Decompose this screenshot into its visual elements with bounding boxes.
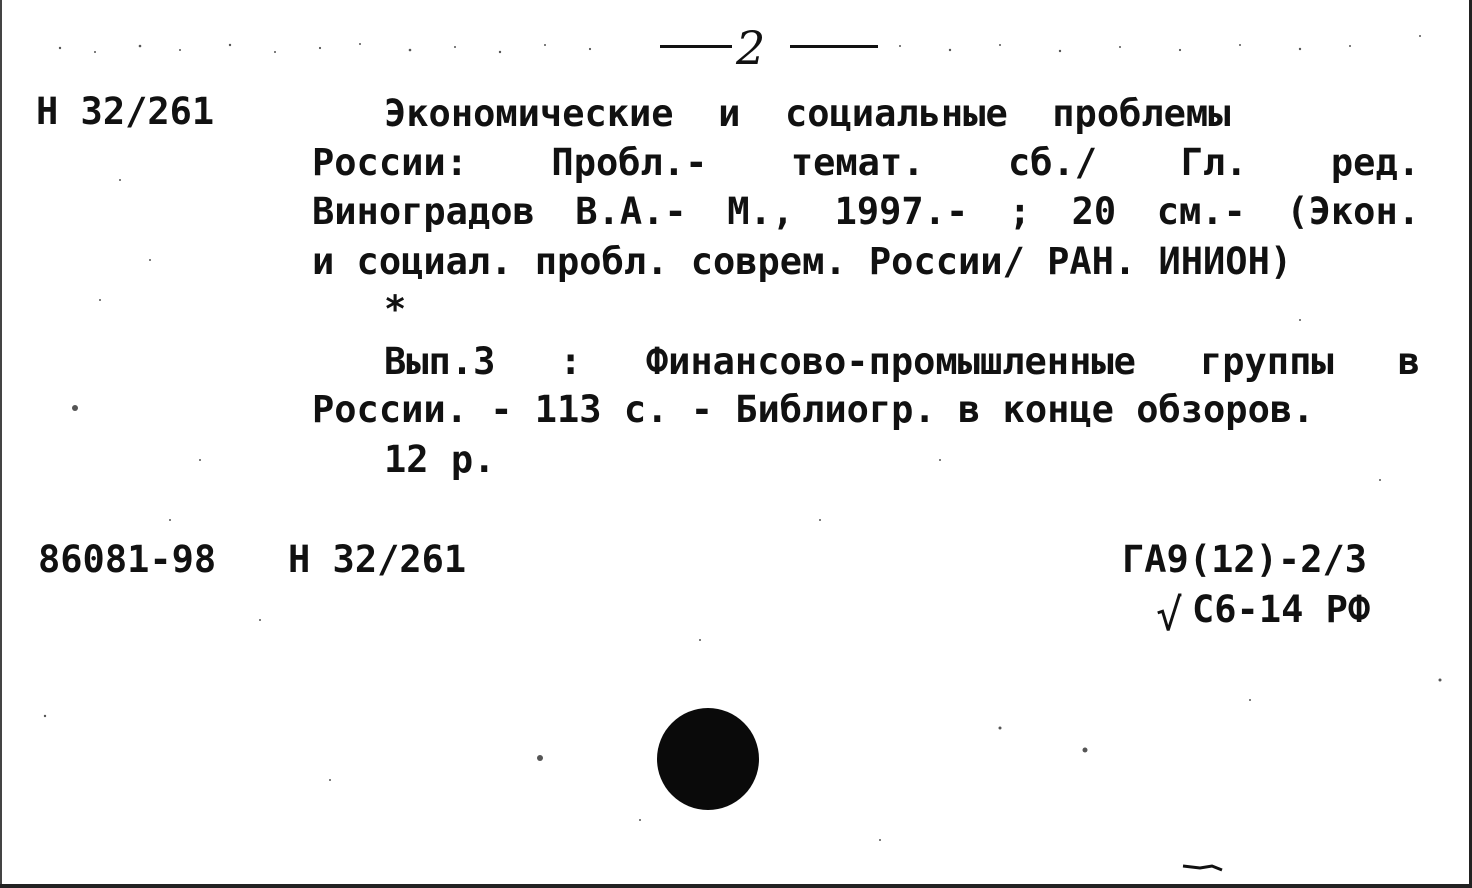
title-line-3: Виноградов В.А.- М., 1997.- ; 20 см.- (Экон. xyxy=(312,190,1420,233)
check-mark: √ xyxy=(1156,590,1183,641)
page-mark-dash-right xyxy=(790,45,878,48)
issue-line-2: России. - 113 с. - Библиогр. в конце обзоров. xyxy=(312,388,1315,431)
title-line-2: России: Пробл.- темат. сб./ Гл. ред. xyxy=(312,141,1420,184)
page-mark-dash-left xyxy=(660,45,732,48)
price: 12 р. xyxy=(384,438,496,481)
accession-number: 86081-98 xyxy=(38,538,217,581)
card-edge-left xyxy=(0,0,2,888)
asterisk: * xyxy=(384,288,407,331)
issue-line-1: Вып.3 : Финансово-промышленные группы в xyxy=(384,340,1420,383)
title-line-4: и социал. пробл. соврем. России/ РАН. ИНИОН) xyxy=(312,240,1293,283)
index-code: С6-14 РФ xyxy=(1192,588,1371,631)
classification-code: ГА9(12)-2/3 xyxy=(1122,538,1368,581)
shelf-mark-bottom: Н 32/261 xyxy=(288,538,467,581)
page-mark: 2 xyxy=(736,21,766,75)
title-line-1: Экономические и социальные проблемы xyxy=(384,92,1231,135)
card-punch-hole xyxy=(657,708,759,810)
card-edge-bottom xyxy=(0,884,1472,888)
shelf-mark: Н 32/261 xyxy=(36,90,215,133)
